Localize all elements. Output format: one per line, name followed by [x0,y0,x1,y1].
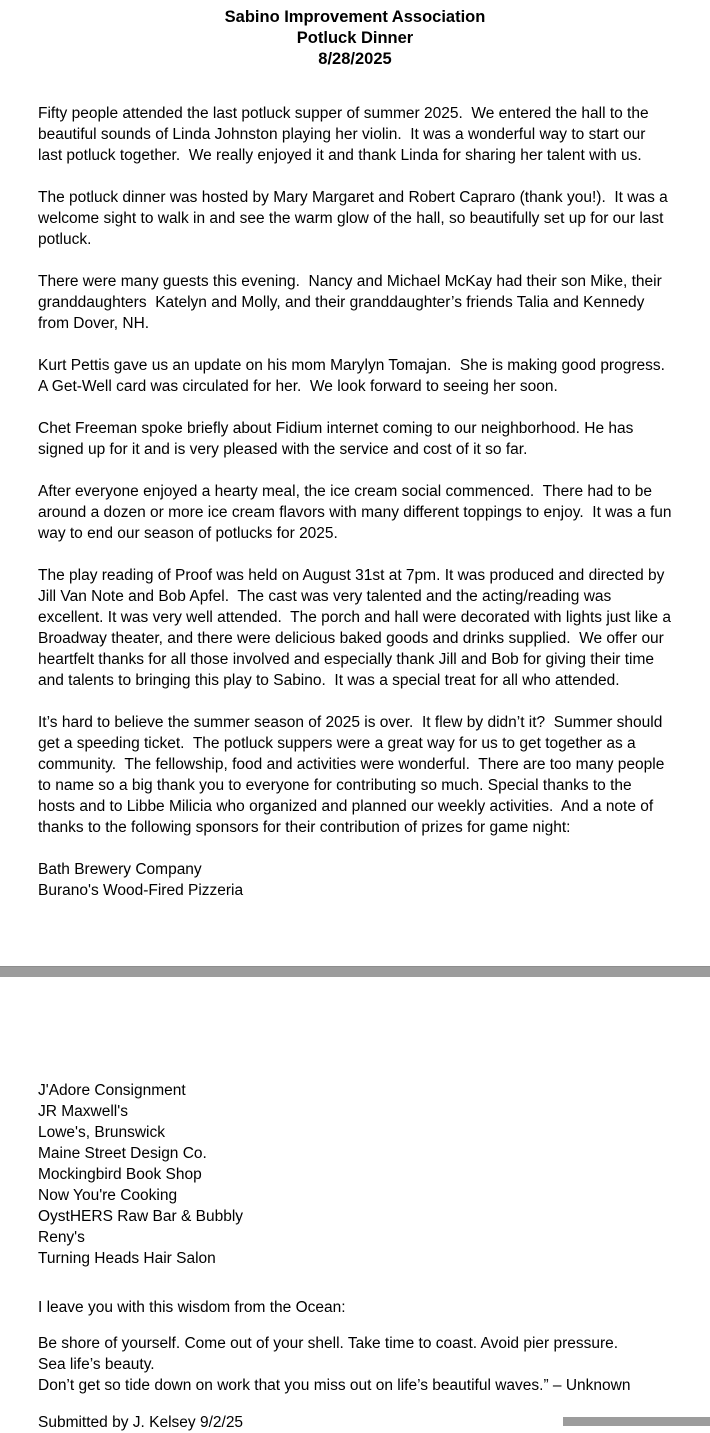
body-paragraph: The potluck dinner was hosted by Mary Margaret and Robert Capraro (thank you!). It was a welcome sight to walk in and see the warm glow of the hall, so beautifully set up for our last potluck. [38,189,673,248]
page-break-divider [0,966,710,977]
sponsor-item: Turning Heads Hair Salon [38,1250,216,1267]
wisdom-quote-line: Don’t get so tide down on work that you miss out on life’s beautiful waves.” – Unknown [38,1377,631,1394]
sponsor-item: Reny's [38,1229,85,1246]
title-line-event: Potluck Dinner [296,29,414,47]
wisdom-quote-line: Be shore of yourself. Come out of your shell. Take time to coast. Avoid pier pressure. [38,1335,619,1352]
body-paragraph: Chet Freeman spoke briefly about Fidium internet coming to our neighborhood. He has signed up for it and is very pleased with the service and cost of it so far. [38,420,638,458]
body-paragraph: Kurt Pettis gave us an update on his mom Marylyn Tomajan. She is making good progress. A Get-Well card was circulated for her. We look forward to seeing her soon. [38,357,673,395]
body-paragraph: Fifty people attended the last potluck supper of summer 2025. We entered the hall to the beautiful sounds of Linda Johnston playing her violin. It was a wonderful way to start our last potluck together. We really enjoyed it and thank Linda for sharing her talent with us. [38,105,653,164]
sponsor-item: J'Adore Consignment [38,1082,186,1099]
sponsor-item: Bath Brewery Company [38,861,202,878]
body-paragraph: The play reading of Proof was held on August 31st at 7pm. It was produced and directed by Jill Van Note and Bob Apfel. The cast was very talented and the acting/reading was excellent. It was very well attended. The porch and hall were decorated with lights just like a Broadway theater, and there were delicious baked goods and drinks supplied. We offer our heartfelt thanks for all those involved and especially thank Jill and Bob for giving their time and talents to bringing this play to Sabino. It was a special treat for all who attended. [38,567,676,689]
sponsor-list-page2 [38,1080,672,1269]
wisdom-intro: I leave you with this wisdom from the Ocean: [38,1299,346,1316]
sponsor-item: Maine Street Design Co. [38,1145,207,1162]
sponsor-item: Lowe's, Brunswick [38,1124,166,1141]
sponsor-item: JR Maxwell's [38,1103,128,1120]
submitted-line: Submitted by J. Kelsey 9/2/25 [38,1414,244,1431]
wisdom-quote [38,1333,672,1396]
page-2 [0,1080,710,1433]
sponsor-item: Burano's Wood-Fired Pizzeria [38,882,244,899]
sponsor-item: Now You're Cooking [38,1187,178,1204]
title-line-date: 8/28/2025 [318,50,392,68]
sponsor-item: Mockingbird Book Shop [38,1166,202,1183]
body-paragraph: There were many guests this evening. Nancy and Michael McKay had their son Mike, their granddaughters Katelyn and Molly, and their granddaughter’s friends Talia and Kennedy from Dover, NH. [38,273,667,332]
title-line-association: Sabino Improvement Association [224,8,486,26]
wisdom-quote-line: Sea life’s beauty. [38,1356,155,1373]
body-paragraph: It’s hard to believe the summer season of 2025 is over. It flew by didn’t it? Summer should get a speeding ticket. The potluck suppers were a great way for us to get together as a community. The fellowship, food and activities were wonderful. There are too many people to name so a big thank you to everyone for contributing so much. Special thanks to the hosts and to Libbe Milicia who organized and planned our weekly activities. And a note of thanks to the following sponsors for their contribution of prizes for game night: [38,714,669,836]
document-title [38,0,672,70]
sponsor-list-page1 [38,859,672,901]
page-break-partial [563,1417,710,1426]
sponsor-item: OystHERS Raw Bar & Bubbly [38,1208,244,1225]
body-paragraph: After everyone enjoyed a hearty meal, the ice cream social commenced. There had to be around a dozen or more ice cream flavors with many different toppings to enjoy. It was a fun way to end our season of potlucks for 2025. [38,483,676,542]
